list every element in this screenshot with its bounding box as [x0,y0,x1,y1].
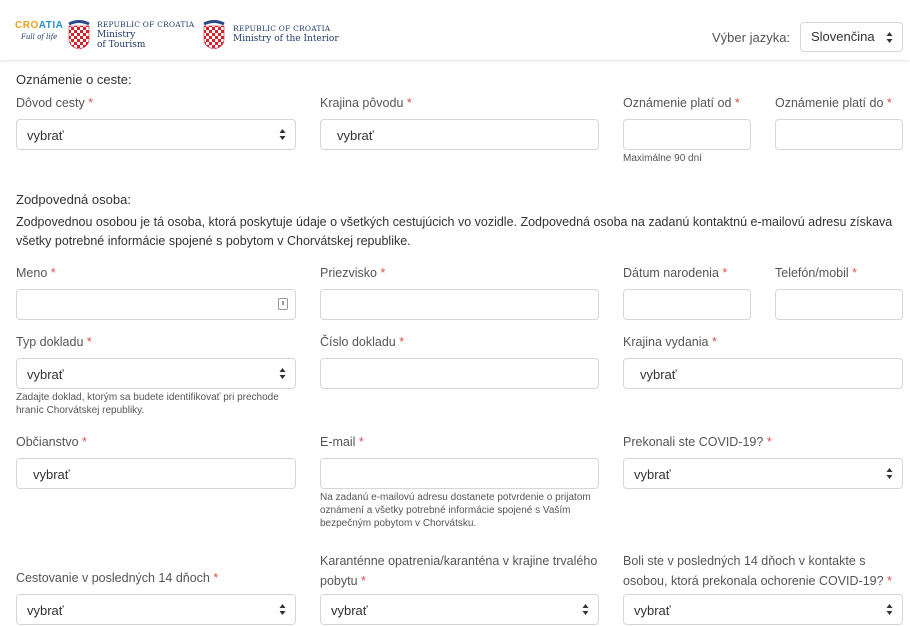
required-mark: * [887,574,892,588]
covid-label: Prekonali ste COVID-19? * [623,435,772,449]
quarantine-select[interactable] [320,594,599,625]
email-hint: Na zadanú e-mailovú adresu dostanete potvrdenie o prijatom oznámení a všetky potrebné informácie spojené s Vaším bezpečným pobytom v Chorvátsku. [320,492,591,529]
travel14-value: vybrať [27,603,64,618]
email-input[interactable] [320,458,599,489]
issuing-country-label: Krajina vydania * [623,335,717,349]
quarantine-label: Karanténne opatrenia/karanténa v krajine trvalého pobytu * [320,554,598,588]
required-mark: * [722,266,728,280]
language-select-value: Slovenčina [811,29,875,44]
birth-date-input[interactable] [623,289,751,320]
contact-select[interactable] [623,594,903,625]
select-caret-icon [886,31,893,44]
email-label: E-mail * [320,435,364,449]
contact-label: Boli ste v posledných 14 dňoch v kontakte s osobou, ktorá prekonala ochorenie COVID-19? * [623,554,892,588]
select-caret-icon [279,367,286,380]
contact-value: vybrať [634,603,671,618]
required-mark: * [88,96,94,110]
valid-from-label: Oznámenie platí od * [623,96,740,110]
interior-logo-line2: Ministry of the Interior [233,34,339,44]
travel14-select[interactable] [16,594,296,625]
person-section-title: Zodpovedná osoba: [16,192,131,207]
required-mark: * [406,96,412,110]
header [0,0,910,60]
required-mark: * [852,266,858,280]
covid-select[interactable] [623,458,903,489]
required-mark: * [361,574,366,588]
origin-autocomplete[interactable] [320,119,599,150]
issuing-country-autocomplete[interactable] [623,358,903,389]
covid-value: vybrať [634,467,671,482]
interior-logo-line1: REPUBLIC OF CROATIA [233,24,331,33]
doc-number-label: Číslo dokladu * [320,335,405,349]
croatia-coat-of-arms-icon [203,18,225,50]
phone-input[interactable] [775,289,903,320]
select-caret-icon [886,603,893,616]
required-mark: * [711,335,717,349]
doc-type-label: Typ dokladu * [16,335,92,349]
required-mark: * [213,571,219,585]
name-label: Meno * [16,266,56,280]
citizenship-value: vybrať [33,467,70,482]
required-mark: * [358,435,364,449]
trip-section-title: Oznámenie o ceste: [16,72,132,87]
required-mark: * [734,96,740,110]
name-input[interactable] [16,289,296,320]
required-mark: * [399,335,405,349]
valid-from-input[interactable] [623,119,751,150]
required-mark: * [86,335,92,349]
required-mark: * [82,435,87,449]
croatia-logo-tagline: Full of life [21,33,58,41]
origin-label: Krajina pôvodu * [320,96,412,110]
birth-date-label: Dátum narodenia * [623,266,728,280]
required-mark: * [766,435,772,449]
croatia-coat-of-arms-icon [68,18,90,50]
croatia-logo[interactable] [15,20,63,50]
language-select[interactable] [800,22,903,52]
origin-value: vybrať [337,128,374,143]
croatia-logo-text: CRO [15,20,39,31]
valid-from-hint: Maximálne 90 dní [623,153,702,164]
valid-to-label: Oznámenie platí do * [775,96,892,110]
required-mark: * [886,96,892,110]
select-caret-icon [279,128,286,141]
select-caret-icon [886,467,893,480]
surname-input[interactable] [320,289,599,320]
surname-label: Priezvisko * [320,266,386,280]
tourism-ministry-logo[interactable] [97,20,194,50]
doc-type-value: vybrať [27,367,64,382]
citizenship-label: Občianstvo * [16,435,87,449]
language-label: Výber jazyka: [712,30,791,45]
issuing-country-value: vybrať [640,367,677,382]
select-caret-icon [279,603,286,616]
tourism-logo-line1: REPUBLIC OF CROATIA [97,20,195,29]
doc-number-input[interactable] [320,358,599,389]
reason-select[interactable] [16,119,296,150]
required-mark: * [50,266,56,280]
select-caret-icon [582,603,589,616]
citizenship-autocomplete[interactable] [16,458,296,489]
reason-label: Dôvod cesty * [16,96,94,110]
reason-select-value: vybrať [27,128,64,143]
travel14-label: Cestovanie v posledných 14 dňoch * [16,571,219,585]
doc-type-hint: Zadajte doklad, ktorým sa budete identifikovať pri prechode hraníc Chorvátskej republiky. [16,392,279,416]
quarantine-value: vybrať [331,603,368,618]
tourism-logo-line3: of Tourism [97,40,146,50]
doc-type-select[interactable] [16,358,296,389]
interior-ministry-logo[interactable] [233,24,339,44]
tourism-logo-line2: Ministry [97,30,136,40]
person-description: Zodpovednou osobou je tá osoba, ktorá poskytuje údaje o všetkých cestujúcich vo vozidle. Zodpovedná osoba na zadanú kontaktnú e-mailovú adresu získava všetky potrebné informácie spojené s pobytom v Chorvátskej republike. [16,215,893,248]
autofill-icon[interactable] [278,298,288,310]
required-mark: * [380,266,386,280]
phone-label: Telefón/mobil * [775,266,858,280]
valid-to-input[interactable] [775,119,903,150]
croatia-logo-text2: ATIA [38,20,64,31]
